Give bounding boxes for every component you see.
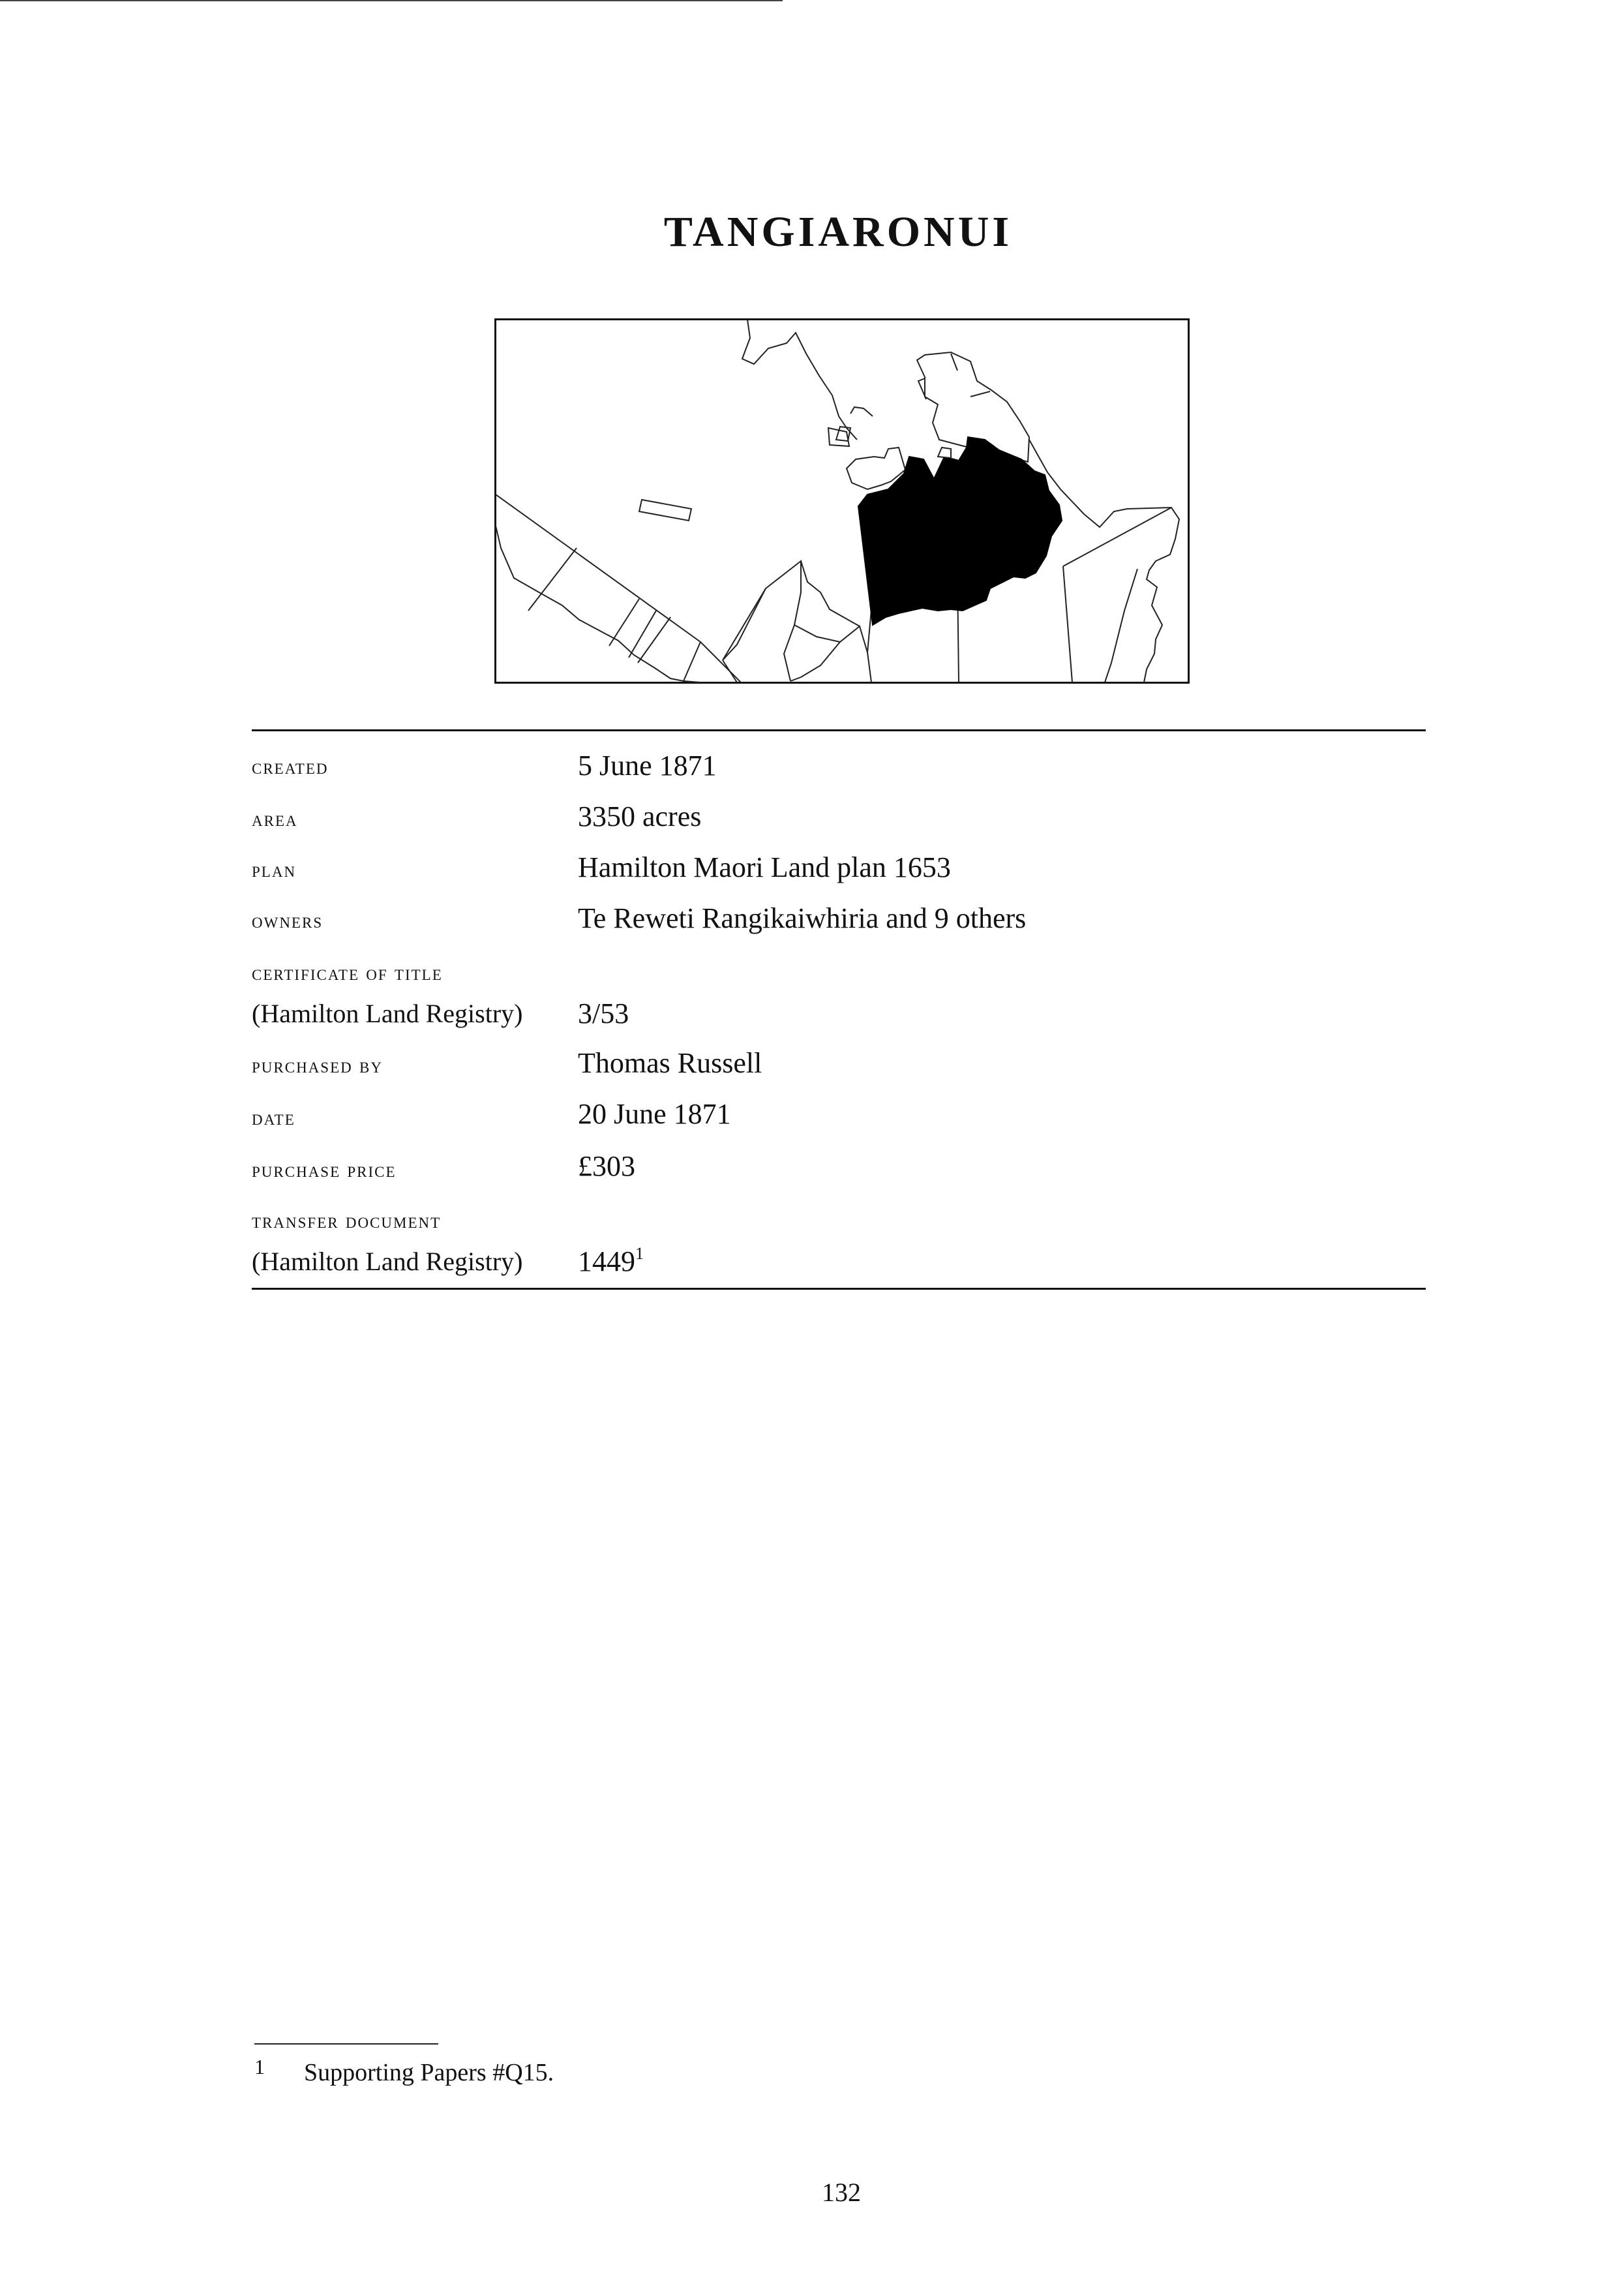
value-date: 20 June 1871: [578, 1098, 731, 1130]
scan-top-edge: [0, 0, 783, 1]
label-area: area: [252, 808, 298, 831]
value-owners: Te Reweti Rangikaiwhiria and 9 others: [578, 902, 1027, 934]
label-transfer-document: transfer document: [252, 1209, 442, 1233]
label-certificate-of-title: certificate of title: [252, 962, 443, 985]
block-boundary-map: [494, 318, 1190, 684]
label-purchase-price: purchase price: [252, 1159, 397, 1182]
footnote-reference: 1: [635, 1244, 644, 1263]
value-created: 5 June 1871: [578, 750, 717, 782]
map-frame: [496, 320, 1189, 683]
value-purchased-by: Thomas Russell: [578, 1047, 762, 1079]
label-created: created: [252, 755, 329, 779]
sublabel-transfer-registry: (Hamilton Land Registry): [252, 1247, 523, 1276]
value-area: 3350 acres: [578, 800, 702, 832]
footnote-mark: 1: [254, 2055, 265, 2078]
label-date: date: [252, 1106, 295, 1130]
label-purchased-by: purchased by: [252, 1054, 383, 1078]
table-bottom-rule: [252, 1288, 1426, 1290]
label-plan: plan: [252, 859, 297, 882]
table-top-rule: [252, 729, 1426, 731]
page-number: 132: [822, 2178, 861, 2207]
sublabel-certificate-registry: (Hamilton Land Registry): [252, 999, 523, 1028]
label-owners: owners: [252, 909, 323, 933]
location-map: [494, 318, 1190, 684]
transfer-document-number: 1449: [578, 1245, 635, 1277]
value-certificate-of-title: 3/53: [578, 997, 629, 1029]
value-purchase-price: £303: [578, 1150, 635, 1182]
value-transfer-document: [578, 1245, 644, 1278]
page-title: TANGIARONUI: [663, 208, 1013, 256]
value-plan: Hamilton Maori Land plan 1653: [578, 851, 951, 883]
footnote-rule: [254, 2043, 438, 2045]
footnote-text: Supporting Papers #Q15.: [304, 2059, 554, 2086]
